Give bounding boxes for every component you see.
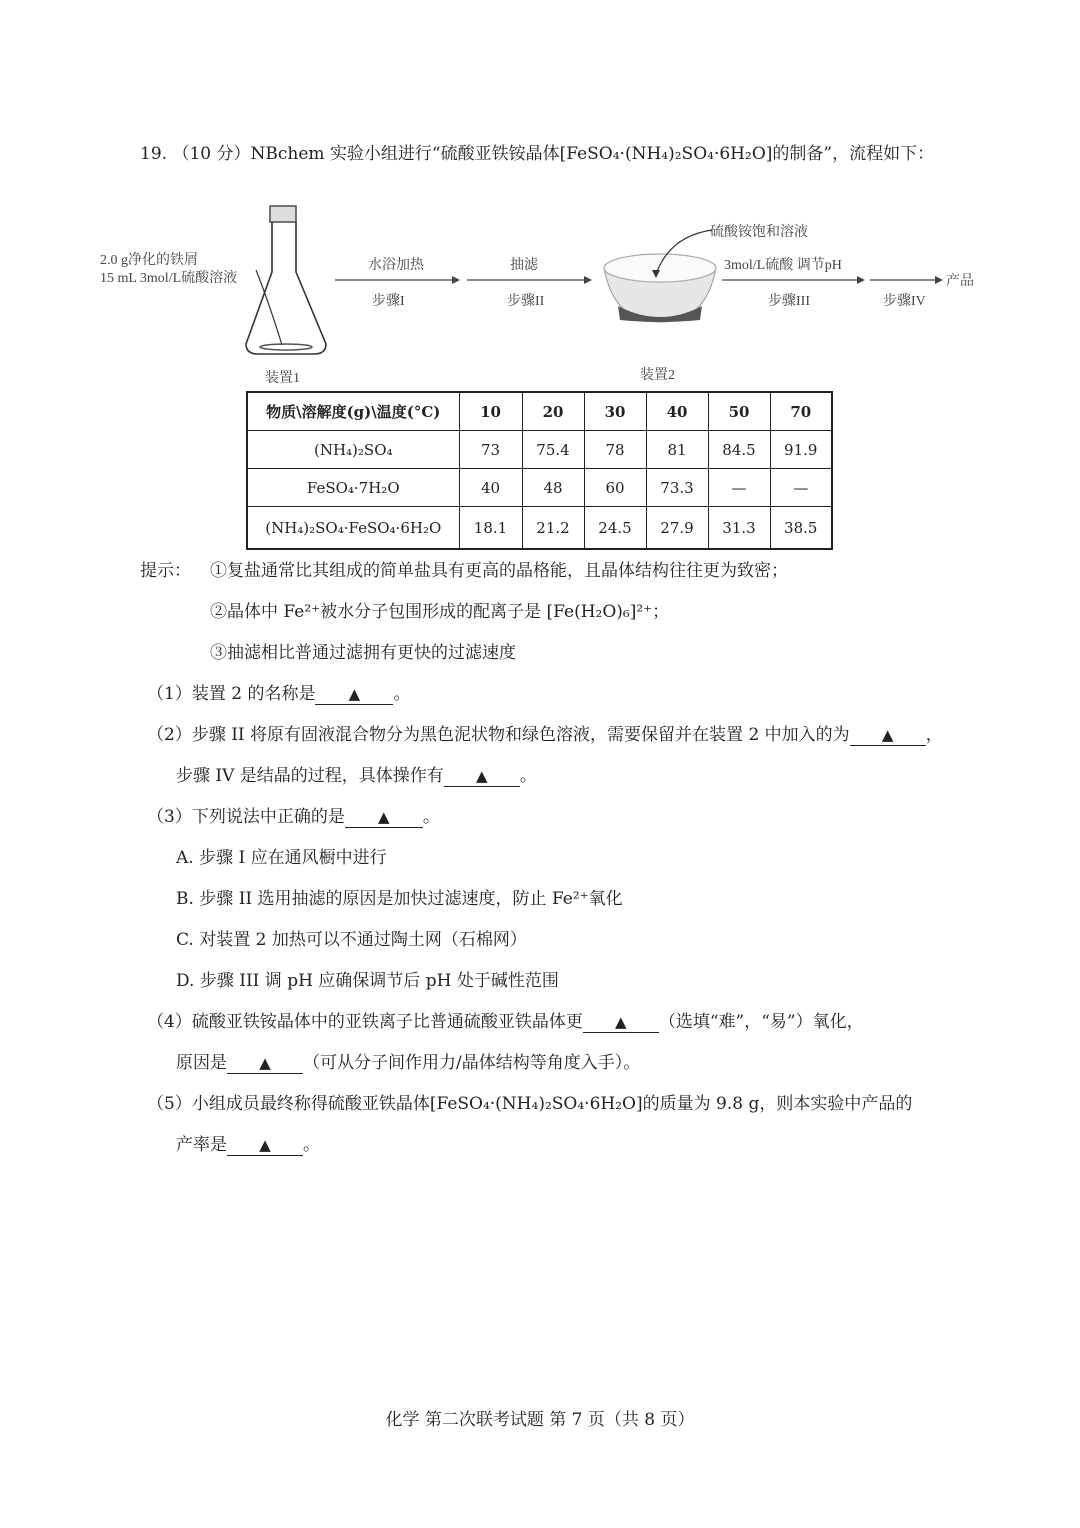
table-cell: 84.5 — [708, 431, 770, 469]
blank-mark: ▲ — [615, 1013, 627, 1031]
table-cell: — — [708, 469, 770, 507]
option-a: A. 步骤 I 应在通风橱中进行 — [176, 848, 387, 868]
question-2-text-2: 步骤 IV 是结晶的过程，具体操作有 — [176, 766, 444, 786]
answer-blank-2b[interactable] — [444, 766, 520, 787]
table-cell: 27.9 — [646, 507, 708, 550]
conical-flask-icon — [246, 206, 326, 354]
device-1-label: 装置1 — [265, 371, 300, 386]
step-2-bottom: 步骤II — [507, 294, 545, 309]
table-cell: 31.3 — [708, 507, 770, 550]
table-cell: (NH₄)₂SO₄·FeSO₄·6H₂O — [247, 507, 459, 550]
table-header-cell: 物质\溶解度(g)\温度(°C) — [247, 392, 459, 431]
solubility-table — [246, 391, 833, 550]
blank-mark: ▲ — [476, 767, 488, 785]
blank-mark: ▲ — [378, 808, 390, 826]
table-cell: 40 — [459, 469, 522, 507]
table-row — [247, 469, 832, 507]
answer-blank-2a[interactable] — [850, 725, 926, 746]
question-3-text: （3）下列说法中正确的是 — [147, 807, 345, 827]
table-cell: 78 — [584, 431, 646, 469]
hint-1: ①复盐通常比其组成的简单盐具有更高的晶格能，且晶体结构往往更为致密； — [210, 561, 788, 581]
option-c: C. 对装置 2 加热可以不通过陶土网（石棉网） — [176, 930, 527, 950]
answer-blank-1[interactable] — [315, 684, 393, 705]
table-cell: 24.5 — [584, 507, 646, 550]
table-cell: 81 — [646, 431, 708, 469]
hint-2: ②晶体中 Fe²⁺被水分子包围形成的配离子是 [Fe(H₂O)₆]²⁺； — [210, 602, 670, 622]
question-2-line-2 — [176, 764, 537, 788]
question-2 — [147, 723, 943, 747]
table-cell: (NH₄)₂SO₄ — [247, 431, 459, 469]
question-1-text: （1）装置 2 的名称是 — [147, 684, 316, 704]
step-4-bottom: 步骤IV — [883, 294, 926, 309]
question-3-end: 。 — [422, 807, 440, 827]
table-header-row — [247, 392, 832, 431]
table-cell: — — [770, 469, 832, 507]
answer-blank-3[interactable] — [345, 807, 423, 828]
page-footer: 化学 第二次联考试题 第 7 页（共 8 页） — [385, 1410, 695, 1430]
question-4-hint: （选填“难”，“易”）氧化， — [658, 1012, 864, 1032]
hint-3: ③抽滤相比普通过滤拥有更快的过滤速度 — [210, 643, 516, 663]
table-header-cell: 70 — [770, 392, 832, 431]
question-4-text-2: 原因是 — [176, 1053, 227, 1073]
reagent-label-2: 15 mL 3mol/L硫酸溶液 — [100, 271, 238, 286]
question-1-end: 。 — [393, 684, 411, 704]
question-1 — [147, 682, 410, 706]
table-cell: 73.3 — [646, 469, 708, 507]
table-row — [247, 431, 832, 469]
table-cell: 38.5 — [770, 507, 832, 550]
step-1-bottom: 步骤I — [372, 294, 405, 309]
table-cell: FeSO₄·7H₂O — [247, 469, 459, 507]
answer-blank-5[interactable] — [227, 1135, 303, 1156]
product-label: 产品 — [946, 274, 974, 289]
blank-mark: ▲ — [881, 726, 894, 744]
table-cell: 21.2 — [522, 507, 584, 550]
question-5-line-2 — [176, 1133, 320, 1157]
question-4-line-2 — [176, 1051, 640, 1075]
answer-blank-4b[interactable] — [227, 1053, 303, 1074]
step-3-bottom: 步骤III — [768, 294, 810, 309]
question-5-end: 。 — [303, 1135, 320, 1155]
hints-label: 提示： — [140, 561, 191, 581]
blank-mark: ▲ — [259, 1136, 271, 1154]
option-b: B. 步骤 II 选用抽滤的原因是加快过滤速度，防止 Fe²⁺氧化 — [176, 889, 623, 909]
question-intro: （10 分）NBchem 实验小组进行“硫酸亚铁铵晶体[FeSO₄·(NH₄)₂SO₄·6H₂O]的制备”，流程如下： — [172, 144, 935, 164]
table-header-cell: 30 — [584, 392, 646, 431]
table-header-cell: 10 — [459, 392, 522, 431]
step-2-top: 抽滤 — [510, 258, 538, 273]
table-header-cell: 20 — [522, 392, 584, 431]
table-header-cell: 40 — [646, 392, 708, 431]
question-4 — [147, 1010, 864, 1034]
dish-label: 硫酸铵饱和溶液 — [710, 225, 808, 240]
question-3 — [147, 805, 440, 829]
table-cell: 60 — [584, 469, 646, 507]
question-2-end: 。 — [519, 766, 537, 786]
question-4-text: （4）硫酸亚铁铵晶体中的亚铁离子比普通硫酸亚铁晶体更 — [147, 1012, 583, 1032]
table-cell: 18.1 — [459, 507, 522, 550]
step-1-top: 水浴加热 — [368, 258, 424, 273]
table-cell: 73 — [459, 431, 522, 469]
reagent-label-1: 2.0 g净化的铁屑 — [100, 253, 198, 268]
table-cell: 48 — [522, 469, 584, 507]
question-5-text-2: 产率是 — [176, 1135, 227, 1155]
option-d: D. 步骤 III 调 pH 应确保调节后 pH 处于碱性范围 — [176, 971, 559, 991]
flow-diagram — [0, 0, 1080, 390]
question-2-sep: ， — [925, 725, 943, 745]
step-3-top: 3mol/L硫酸 调节pH — [724, 258, 842, 273]
answer-blank-4a[interactable] — [583, 1012, 659, 1033]
question-number: 19. — [140, 144, 168, 164]
question-4-end: （可从分子间作用力/晶体结构等角度入手）。 — [303, 1053, 641, 1073]
table-cell: 75.4 — [522, 431, 584, 469]
device-2-label: 装置2 — [640, 368, 675, 383]
table-cell: 91.9 — [770, 431, 832, 469]
table-row — [247, 507, 832, 550]
blank-mark: ▲ — [348, 685, 361, 703]
blank-mark: ▲ — [259, 1054, 271, 1072]
table-header-cell: 50 — [708, 392, 770, 431]
question-2-text: （2）步骤 II 将原有固液混合物分为黑色泥状物和绿色溶液，需要保留并在装置 2 中加入的为 — [147, 725, 850, 745]
question-5: （5）小组成员最终称得硫酸亚铁晶体[FeSO₄·(NH₄)₂SO₄·6H₂O]的质量为 9.8 g，则本实验中产品的 — [147, 1094, 913, 1114]
